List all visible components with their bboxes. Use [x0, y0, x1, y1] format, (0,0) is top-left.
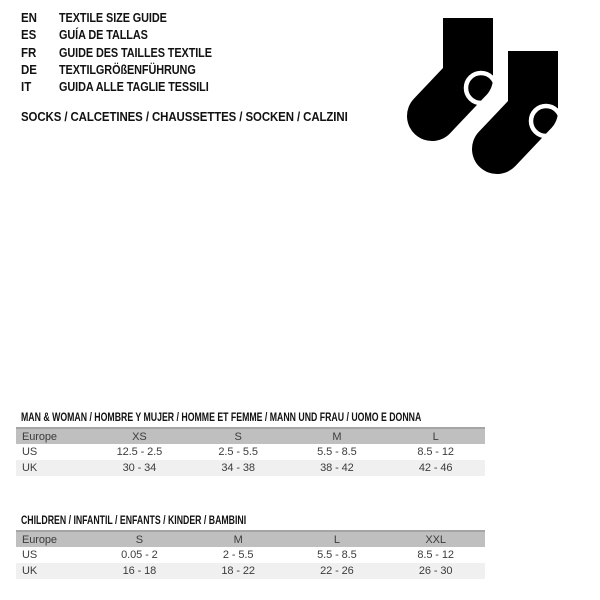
size-cell: 34 - 38	[221, 462, 255, 474]
size-cell: 18 - 22	[221, 565, 255, 577]
table-row-us	[16, 444, 485, 460]
table-title-text: CHILDREN / INFANTIL / ENFANTS / KINDER / BAMBINI	[21, 515, 247, 527]
language-label: GUIDA ALLE TAGLIE TESSILI	[59, 80, 209, 95]
size-cell: 8.5 - 12	[417, 549, 454, 561]
language-label: TEXTILGRÖßENFÜHRUNG	[59, 62, 196, 77]
size-cell: 0.05 - 2	[121, 549, 158, 561]
language-code: EN	[21, 11, 37, 25]
column-header-xxl: XXL	[425, 533, 446, 546]
size-cell: 42 - 46	[418, 462, 453, 474]
table-header-row	[16, 530, 485, 547]
language-list	[21, 11, 235, 97]
size-cell: 38 - 42	[320, 462, 354, 474]
table-row-us	[16, 547, 485, 563]
language-row-en	[21, 11, 235, 28]
language-label: GUÍA DE TALLAS	[59, 28, 148, 43]
language-code: ES	[21, 28, 37, 43]
column-header-l: L	[432, 430, 439, 443]
language-code: DE	[21, 62, 37, 77]
language-label: GUIDE DES TAILLES TEXTILE	[59, 45, 212, 60]
language-code: IT	[21, 80, 32, 95]
row-label: US	[22, 446, 38, 458]
language-code: FR	[21, 45, 37, 60]
size-cell: 2 - 5.5	[222, 549, 254, 561]
column-header-xs: XS	[132, 430, 147, 443]
size-cell: 22 - 26	[320, 565, 354, 577]
socks-icon	[400, 12, 590, 184]
size-cell: 12.5 - 2.5	[116, 446, 163, 458]
size-cell: 5.5 - 8.5	[317, 549, 357, 561]
product-category-caption	[21, 108, 392, 124]
size-table-man-woman	[16, 427, 485, 476]
size-cell: 8.5 - 12	[417, 446, 454, 458]
product-category-text: SOCKS / CALCETINES / CHAUSSETTES / SOCKEN / CALZINI	[21, 109, 348, 124]
column-header-s: S	[234, 430, 242, 443]
language-row-fr	[21, 46, 235, 63]
table-row-uk	[16, 563, 485, 579]
column-header-s: S	[135, 533, 143, 546]
table-title-text: MAN & WOMAN / HOMBRE Y MUJER / HOMME ET FEMME / MANN UND FRAU / UOMO E DONNA	[21, 412, 422, 424]
table-header-row	[16, 427, 485, 444]
size-cell: 16 - 18	[122, 565, 157, 577]
size-cell: 30 - 34	[122, 462, 157, 474]
size-cell: 5.5 - 8.5	[317, 446, 357, 458]
row-label: US	[22, 549, 38, 561]
column-header-europe: Europe	[22, 533, 57, 546]
language-row-de	[21, 63, 235, 80]
column-header-l: L	[333, 533, 340, 546]
table-title-children	[21, 511, 317, 525]
row-label: UK	[22, 462, 38, 474]
language-row-it	[21, 80, 235, 97]
row-label: UK	[22, 565, 38, 577]
language-row-es	[21, 28, 235, 45]
sock-right	[497, 51, 561, 149]
column-header-m: M	[332, 430, 342, 443]
sock-left	[432, 18, 496, 116]
table-title-man-woman	[21, 408, 548, 422]
size-cell: 2.5 - 5.5	[218, 446, 258, 458]
table-row-uk	[16, 460, 485, 476]
size-table-children	[16, 530, 485, 579]
column-header-m: M	[233, 533, 243, 546]
language-label: TEXTILE SIZE GUIDE	[59, 11, 167, 25]
column-header-europe: Europe	[22, 430, 57, 443]
size-cell: 26 - 30	[418, 565, 453, 577]
